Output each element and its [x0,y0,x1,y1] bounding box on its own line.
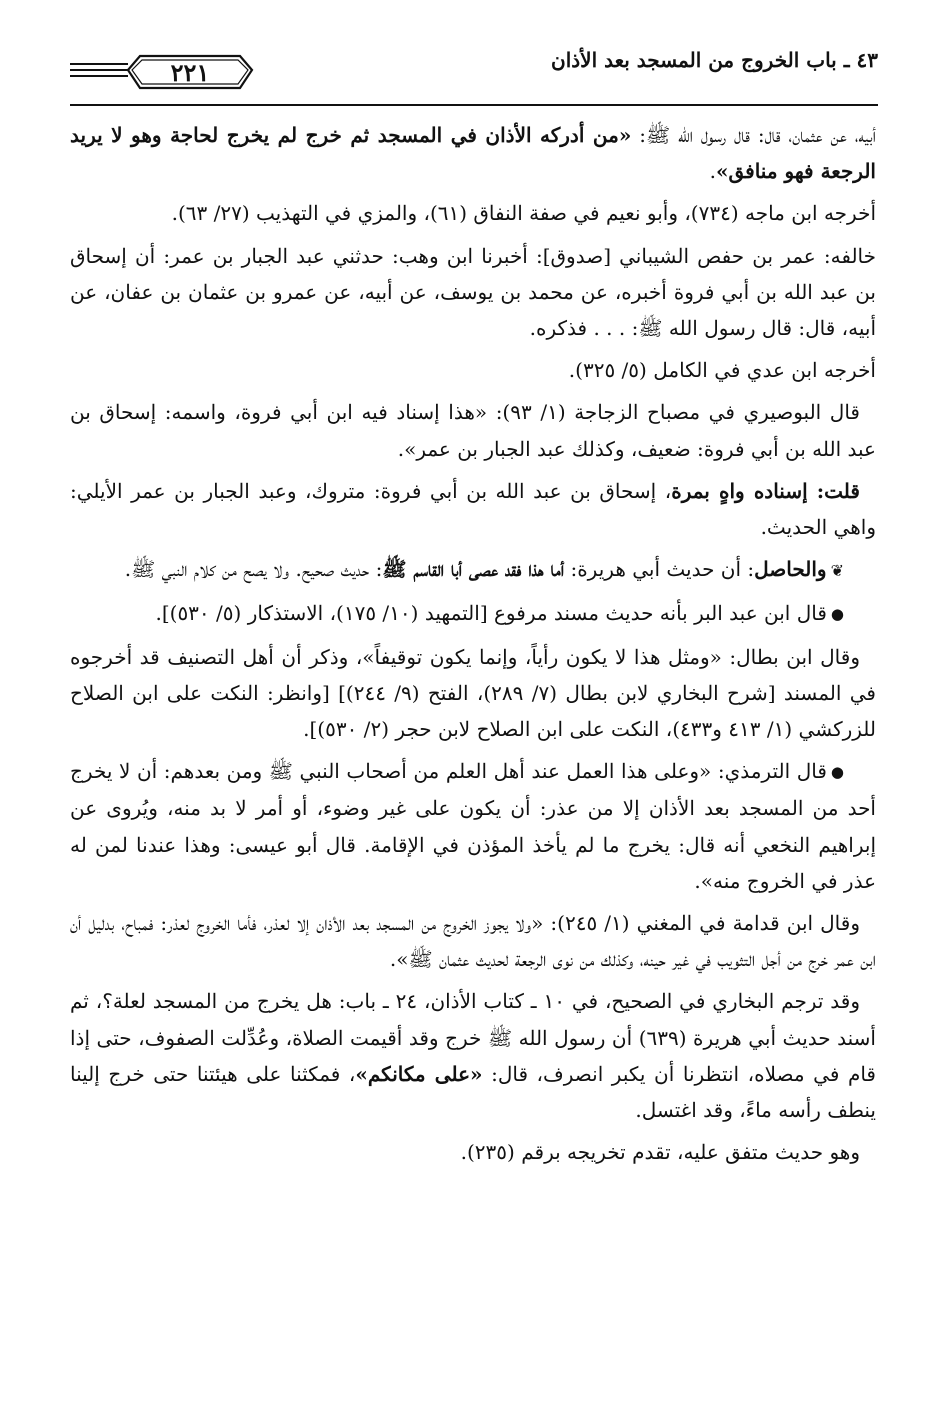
header-divider [70,104,878,106]
paragraph-ibn-abd-al-barr: ●قال ابن عبد البر بأنه حديث مسند مرفوع [التمهيد (١٠/ ١٧٥)، الاستذكار (٥/ ٥٣٠)]. [70,595,876,632]
paragraph-ibn-qudama: وقال ابن قدامة في المغني (١/ ٢٤٥): «ولا يجوز الخروج من المسجد بعد الأذان إلا لعذر، فأما الخروج لعذر: فمباح، بدليل أن ابن عمر خرج من أجل التثويب في غير حينه، وكذلك من نوى الرجعة لحديث عثمان ﷺ». [70,911,876,972]
paragraph-qultu: قلت: إسناده واهٍ بمرة، إسحاق بن عبد الله بن أبي فروة: متروك، وعبد الجبار بن عمر الأيلي: واهي الحديث. [70,478,876,540]
paragraph-khalafahu: خالفه: عمر بن حفص الشيباني [صدوق]: أخبرنا ابن وهب: حدثني عبد الجبار بن عمر: أن إسحاق بن عبد الله بن أبي فروة أخبره، عن محمد بن يوسف، عن أبيه، عن عمرو بن عثمان بن عفان، عن أبيه، قال: قال رسول الله ﷺ: . . . فذكره. [70,243,876,341]
bukhari-quote: «على مكانكم» [355,1061,483,1086]
page-number-ornament [70,52,260,96]
paragraph-hadith: أبيه، عن عثمان، قال: قال رسول الله ﷺ: «من أدركه الأذان في المسجد ثم خرج لم يخرج لحاجة وهو لا يريد الرجعة فهو منافق». [70,123,877,184]
page-header [70,42,878,102]
paragraph-ibn-adi: أخرجه ابن عدي في الكامل (٥/ ٣٢٥). [568,358,876,383]
qultu-label: قلت: إسناده واهٍ بمرة [671,478,860,503]
paragraph-takhrij: أخرجه ابن ماجه (٧٣٤)، وأبو نعيم في صفة النفاق (٦١)، والمزي في التهذيب (٢٧/ ٦٣). [171,201,876,226]
paragraph-bukhari: وقد ترجم البخاري في الصحيح، في ١٠ ـ كتاب الأذان، ٢٤ ـ باب: هل يخرج من المسجد لعلة؟، ثم أسند حديث أبي هريرة (٦٣٩) أن رسول الله ﷺ خرج وقد أقيمت الصلاة، وعُدِّلت الصفوف، حتى إذا قام في مصلاه، انتظرنا أن يكبر انصرف، قال: «على مكانكم»، فمكثنا على هيئتنا حتى خرج إلينا ينطف رأسه ماءً، وقد اغتسل. [70,989,876,1123]
chapter-title: ٤٣ ـ باب الخروج من المسجد بعد الأذان [551,48,878,72]
paragraph-busiri: قال البوصيري في مصباح الزجاجة (١/ ٩٣): «هذا إسناد فيه ابن أبي فروة، واسمه: إسحاق بن عبد الله بن أبي فروة: ضعيف، وكذلك عبد الجبار بن عمر». [70,400,876,461]
hasil-hadith: أما هذا فقد عصى أبا القاسم ﷺ [382,557,565,582]
hadith-text: «من أدركه الأذان في المسجد ثم خرج لم يخرج لحاجة وهو لا يريد الرجعة فهو منافق» [70,123,876,184]
hasil-label: والحاصل [754,557,827,582]
paragraph-hasil: ❦والحاصل: أن حديث أبي هريرة: أما هذا فقد عصى أبا القاسم ﷺ: حديث صحيح. ولا يصح من كلام النبي ﷺ. [70,551,876,589]
paragraph-muttafaq: وهو حديث متفق عليه، تقدم تخريجه برقم (٢٣٥). [460,1140,860,1165]
bullet-icon: ● [830,605,844,624]
body-text [70,117,876,1176]
floral-bullet-icon: ❦ [830,561,844,581]
bullet-icon: ● [830,763,844,782]
page-number: ٢٢١ [170,58,210,87]
paragraph-tirmidhi: ●قال الترمذي: «وعلى هذا العمل عند أهل العلم من أصحاب النبي ﷺ ومن بعدهم: أن لا يخرج أحد من المسجد بعد الأذان إلا من عذر: أن يكون على غير وضوء، أو أمر لا بد منه، ويُروى عن إبراهيم النخعي أنه قال: يخرج ما لم يأخذ المؤذن في الإقامة. قال أبو عيسى: وهذا عندنا لمن له عذر في الخروج منه». [70,753,876,899]
paragraph-ibn-battal: وقال ابن بطال: «ومثل هذا لا يكون رأياً، وإنما يكون توقيفاً»، وذكر أن أهل التصنيف قد أخرجوه في المسند [شرح البخاري لابن بطال (٧/ ٢٨٩)، الفتح (٩/ ٢٤٤)] [وانظر: النكت على ابن الصلاح للزركشي (١/ ٤١٣ و٤٣٣)، النكت على ابن الصلاح لابن حجر (٢/ ٥٣٠)]. [70,644,876,742]
